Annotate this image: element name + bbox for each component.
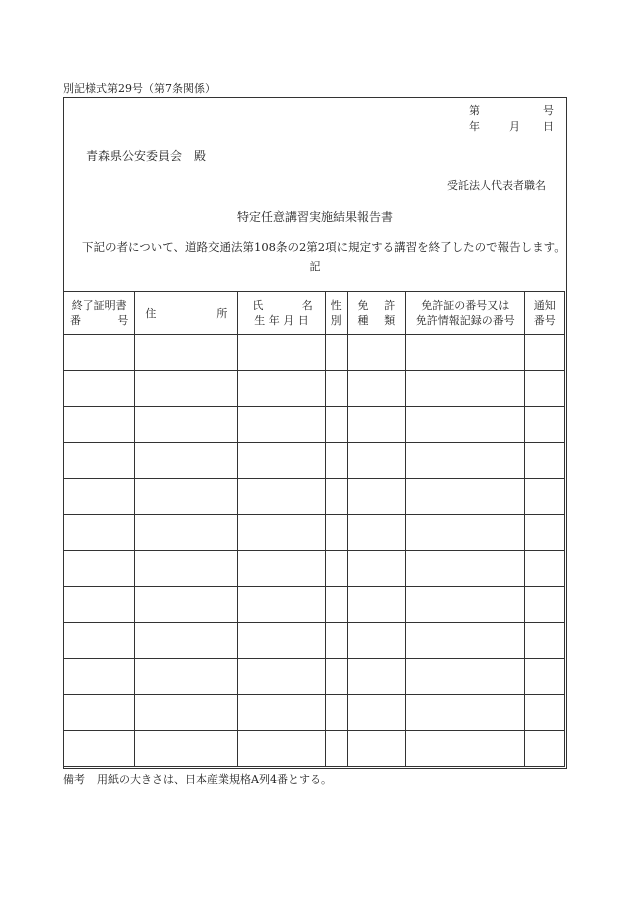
header-address: 住 所 xyxy=(135,292,238,335)
cert-number-cell[interactable] xyxy=(64,623,135,659)
addressee-name: 青森県公安委員会 xyxy=(86,149,183,163)
table-row xyxy=(64,623,565,659)
notice-number-cell[interactable] xyxy=(525,335,565,371)
notice-number-cell[interactable] xyxy=(525,731,565,767)
license-number-cell[interactable] xyxy=(406,335,525,371)
name-birthdate-cell[interactable] xyxy=(238,479,325,515)
address-cell[interactable] xyxy=(135,407,238,443)
license-type-cell[interactable] xyxy=(347,695,406,731)
license-type-cell[interactable] xyxy=(347,623,406,659)
sex-cell[interactable] xyxy=(325,407,347,443)
cert-number-cell[interactable] xyxy=(64,371,135,407)
notice-number-cell[interactable] xyxy=(525,695,565,731)
license-type-cell[interactable] xyxy=(347,659,406,695)
notice-number-cell[interactable] xyxy=(525,407,565,443)
notice-number-cell[interactable] xyxy=(525,443,565,479)
license-number-cell[interactable] xyxy=(406,731,525,767)
notice-number-cell[interactable] xyxy=(525,371,565,407)
name-birthdate-cell[interactable] xyxy=(238,407,325,443)
sex-cell[interactable] xyxy=(325,479,347,515)
notice-number-cell[interactable] xyxy=(525,587,565,623)
table-row xyxy=(64,731,565,767)
sex-cell[interactable] xyxy=(325,587,347,623)
sex-cell[interactable] xyxy=(325,695,347,731)
name-birthdate-cell[interactable] xyxy=(238,335,325,371)
cert-number-cell[interactable] xyxy=(64,731,135,767)
sender-title: 受託法人代表者職名 xyxy=(447,179,546,192)
address-cell[interactable] xyxy=(135,731,238,767)
notice-number-cell[interactable] xyxy=(525,515,565,551)
license-number-cell[interactable] xyxy=(406,479,525,515)
number-suffix: 号 xyxy=(543,104,554,117)
table-row xyxy=(64,479,565,515)
license-number-cell[interactable] xyxy=(406,515,525,551)
notice-number-cell[interactable] xyxy=(525,623,565,659)
license-type-cell[interactable] xyxy=(347,515,406,551)
name-birthdate-cell[interactable] xyxy=(238,551,325,587)
header-license-type: 免 許 種 類 xyxy=(347,292,406,335)
address-cell[interactable] xyxy=(135,479,238,515)
note xyxy=(63,771,332,787)
address-cell[interactable] xyxy=(135,659,238,695)
cert-number-cell[interactable] xyxy=(64,479,135,515)
license-number-cell[interactable] xyxy=(406,407,525,443)
address-cell[interactable] xyxy=(135,623,238,659)
name-birthdate-cell[interactable] xyxy=(238,731,325,767)
cert-number-cell[interactable] xyxy=(64,515,135,551)
address-cell[interactable] xyxy=(135,587,238,623)
form-label: 別記様式第29号（第7条関係） xyxy=(63,82,216,95)
header-sex: 性 別 xyxy=(325,292,347,335)
table-row xyxy=(64,695,565,731)
table-header-row xyxy=(64,292,565,335)
table-row xyxy=(64,659,565,695)
license-number-cell[interactable] xyxy=(406,623,525,659)
cert-number-cell[interactable] xyxy=(64,407,135,443)
header-cert-number: 終了証明書 番 号 xyxy=(64,292,135,335)
notice-number-cell[interactable] xyxy=(525,551,565,587)
table-row xyxy=(64,407,565,443)
address-cell[interactable] xyxy=(135,551,238,587)
license-type-cell[interactable] xyxy=(347,443,406,479)
sex-cell[interactable] xyxy=(325,515,347,551)
license-number-cell[interactable] xyxy=(406,695,525,731)
name-birthdate-cell[interactable] xyxy=(238,695,325,731)
addressee-honorific: 殿 xyxy=(194,149,207,163)
license-number-cell[interactable] xyxy=(406,443,525,479)
note-label: 備考 xyxy=(63,773,85,786)
date-year: 年 xyxy=(469,120,480,133)
cert-number-cell[interactable] xyxy=(64,695,135,731)
license-type-cell[interactable] xyxy=(347,731,406,767)
report-table xyxy=(63,291,565,767)
name-birthdate-cell[interactable] xyxy=(238,659,325,695)
cert-number-cell[interactable] xyxy=(64,659,135,695)
license-type-cell[interactable] xyxy=(347,371,406,407)
sex-cell[interactable] xyxy=(325,731,347,767)
header-name-birthdate: 氏 名 生 年 月 日 xyxy=(238,292,325,335)
sex-cell[interactable] xyxy=(325,371,347,407)
table-row xyxy=(64,587,565,623)
cert-number-cell[interactable] xyxy=(64,551,135,587)
name-birthdate-cell[interactable] xyxy=(238,515,325,551)
number-prefix: 第 xyxy=(469,104,480,117)
table-row xyxy=(64,443,565,479)
notice-number-cell[interactable] xyxy=(525,659,565,695)
table-body xyxy=(64,335,565,767)
sex-cell[interactable] xyxy=(325,623,347,659)
name-birthdate-cell[interactable] xyxy=(238,371,325,407)
table-row xyxy=(64,551,565,587)
sex-cell[interactable] xyxy=(325,443,347,479)
cert-number-cell[interactable] xyxy=(64,335,135,371)
license-number-cell[interactable] xyxy=(406,551,525,587)
license-number-cell[interactable] xyxy=(406,587,525,623)
address-cell[interactable] xyxy=(135,371,238,407)
name-birthdate-cell[interactable] xyxy=(238,443,325,479)
name-birthdate-cell[interactable] xyxy=(238,587,325,623)
cert-number-cell[interactable] xyxy=(64,443,135,479)
address-cell[interactable] xyxy=(135,443,238,479)
body-text: 下記の者について、道路交通法第108条の2第2項に規定する講習を終了したので報告します。 xyxy=(82,240,566,254)
table-row xyxy=(64,371,565,407)
sex-cell[interactable] xyxy=(325,335,347,371)
notice-number-cell[interactable] xyxy=(525,479,565,515)
note-text: 用紙の大きさは、日本産業規格A列4番とする。 xyxy=(97,773,332,786)
document-title: 特定任意講習実施結果報告書 xyxy=(236,210,393,224)
address-cell[interactable] xyxy=(135,515,238,551)
table-row xyxy=(64,515,565,551)
sex-cell[interactable] xyxy=(325,659,347,695)
license-number-cell[interactable] xyxy=(406,371,525,407)
license-number-cell[interactable] xyxy=(406,659,525,695)
license-type-cell[interactable] xyxy=(347,587,406,623)
name-birthdate-cell[interactable] xyxy=(238,623,325,659)
table-row xyxy=(64,335,565,371)
cert-number-cell[interactable] xyxy=(64,587,135,623)
addressee xyxy=(86,147,206,164)
date-day: 日 xyxy=(543,120,554,133)
date-month: 月 xyxy=(509,120,520,133)
license-type-cell[interactable] xyxy=(347,551,406,587)
header-notice-number: 通知 番号 xyxy=(525,292,565,335)
license-type-cell[interactable] xyxy=(347,479,406,515)
header-license-number: 免許証の番号又は 免許情報記録の番号 xyxy=(406,292,525,335)
license-type-cell[interactable] xyxy=(347,335,406,371)
license-type-cell[interactable] xyxy=(347,407,406,443)
ki-heading: 記 xyxy=(309,260,321,273)
sex-cell[interactable] xyxy=(325,551,347,587)
address-cell[interactable] xyxy=(135,335,238,371)
form-frame xyxy=(63,97,567,769)
address-cell[interactable] xyxy=(135,695,238,731)
